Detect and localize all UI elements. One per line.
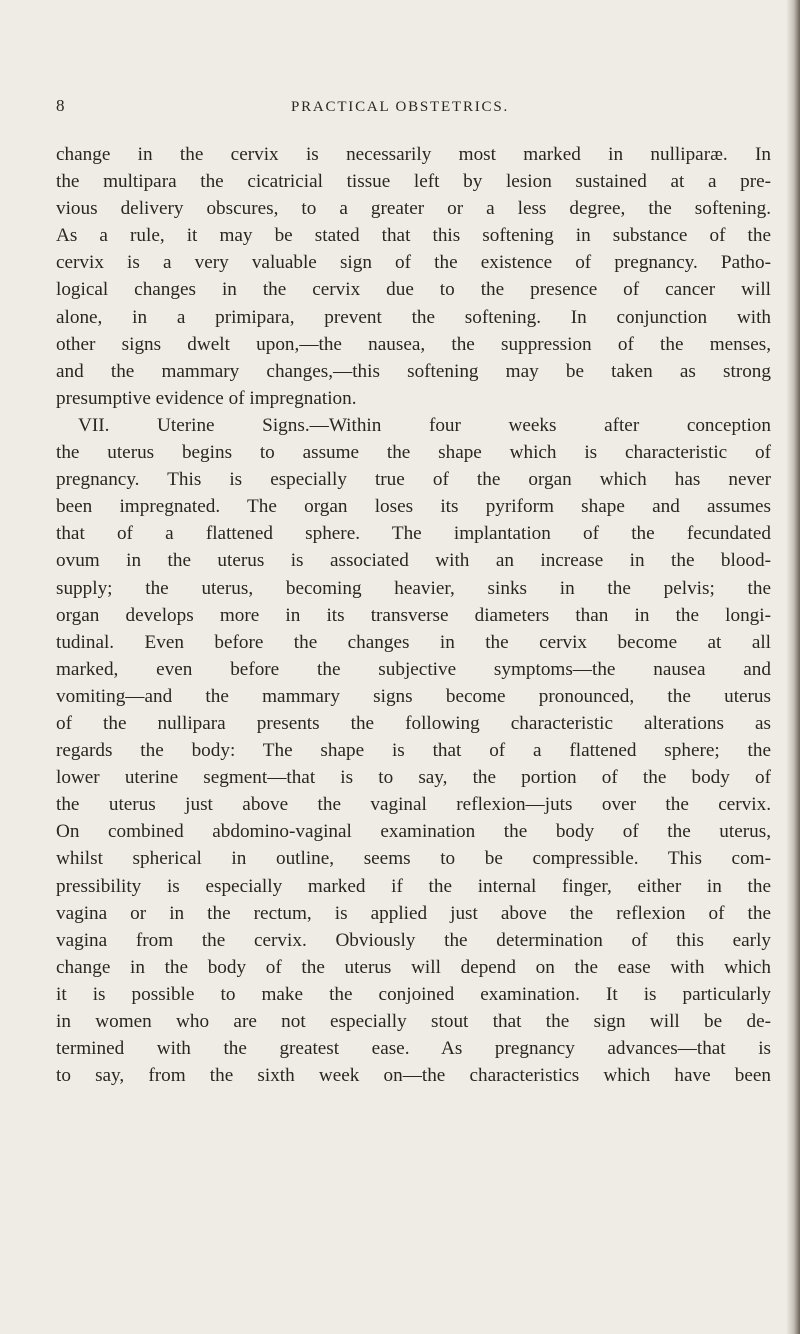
text-line: organ develops more in its transverse diameters than in the longi- [56,604,771,626]
text-line: change in the body of the uterus will depend on the ease with which [56,956,771,978]
running-head [0,90,800,120]
page-number: 8 [56,96,65,115]
text-line: termined with the greatest ease. As pregnancy advances—that is [56,1038,771,1060]
text-line: vagina from the cervix. Obviously the determination of this early [56,929,771,951]
text-line: pressibility is especially marked if the internal finger, either in the [56,875,771,897]
text-line: vomiting—and the mammary signs become pronounced, the uterus [56,685,771,707]
text-line: other signs dwelt upon,—the nausea, the suppression of the menses, [56,333,771,355]
text-line: pregnancy. This is especially true of the organ which has never [56,469,771,491]
text-line: whilst spherical in outline, seems to be compressible. This com- [56,848,771,870]
text-line: the uterus just above the vaginal reflexion—juts over the cervix. [56,794,771,816]
text-line: been impregnated. The organ loses its pyriform shape and assumes [56,496,771,518]
body-text [56,141,771,1089]
text-line: and the mammary changes,—this softening may be taken as strong [56,360,771,382]
text-line: to say, from the sixth week on—the characteristics which have been [56,1065,771,1087]
text-line: tudinal. Even before the changes in the cervix become at all [56,631,771,653]
text-line: vious delivery obscures, to a greater or a less degree, the softening. [56,198,771,220]
text-line: marked, even before the subjective symptoms—the nausea and [56,658,771,680]
section-heading-line: VII. Uterine Signs.—Within four weeks after conception [78,414,771,436]
text-line: As a rule, it may be stated that this softening in substance of the [56,225,771,247]
text-line: it is possible to make the conjoined examination. It is particularly [56,983,771,1005]
text-line: change in the cervix is necessarily most marked in nulliparæ. In [56,144,771,165]
text-line: presumptive evidence of impregnation. [56,387,357,409]
page-edge-shadow [786,0,800,1334]
text-line: the multipara the cicatricial tissue left by lesion sustained at a pre- [56,171,771,193]
text-line: On combined abdomino-vaginal examination the body of the uterus, [56,821,771,843]
text-line: that of a flattened sphere. The implantation of the fecundated [56,523,771,545]
text-line: vagina or in the rectum, is applied just above the reflexion of the [56,902,771,924]
text-line: in women who are not especially stout that the sign will be de- [56,1011,771,1032]
text-line: supply; the uterus, becoming heavier, sinks in the pelvis; the [56,577,771,599]
text-line: lower uterine segment—that is to say, the portion of the body of [56,767,771,789]
text-line: alone, in a primipara, prevent the softening. In conjunction with [56,306,771,328]
text-line: logical changes in the cervix due to the presence of cancer will [56,279,771,301]
text-line: regards the body: The shape is that of a flattened sphere; the [56,740,771,762]
text-line: cervix is a very valuable sign of the existence of pregnancy. Patho- [56,252,771,274]
running-title: PRACTICAL OBSTETRICS. [290,99,510,115]
text-line: of the nullipara presents the following characteristic alterations as [56,712,771,734]
text-line: ovum in the uterus is associated with an increase in the blood- [56,550,771,572]
text-line: the uterus begins to assume the shape which is characteristic of [56,442,771,464]
